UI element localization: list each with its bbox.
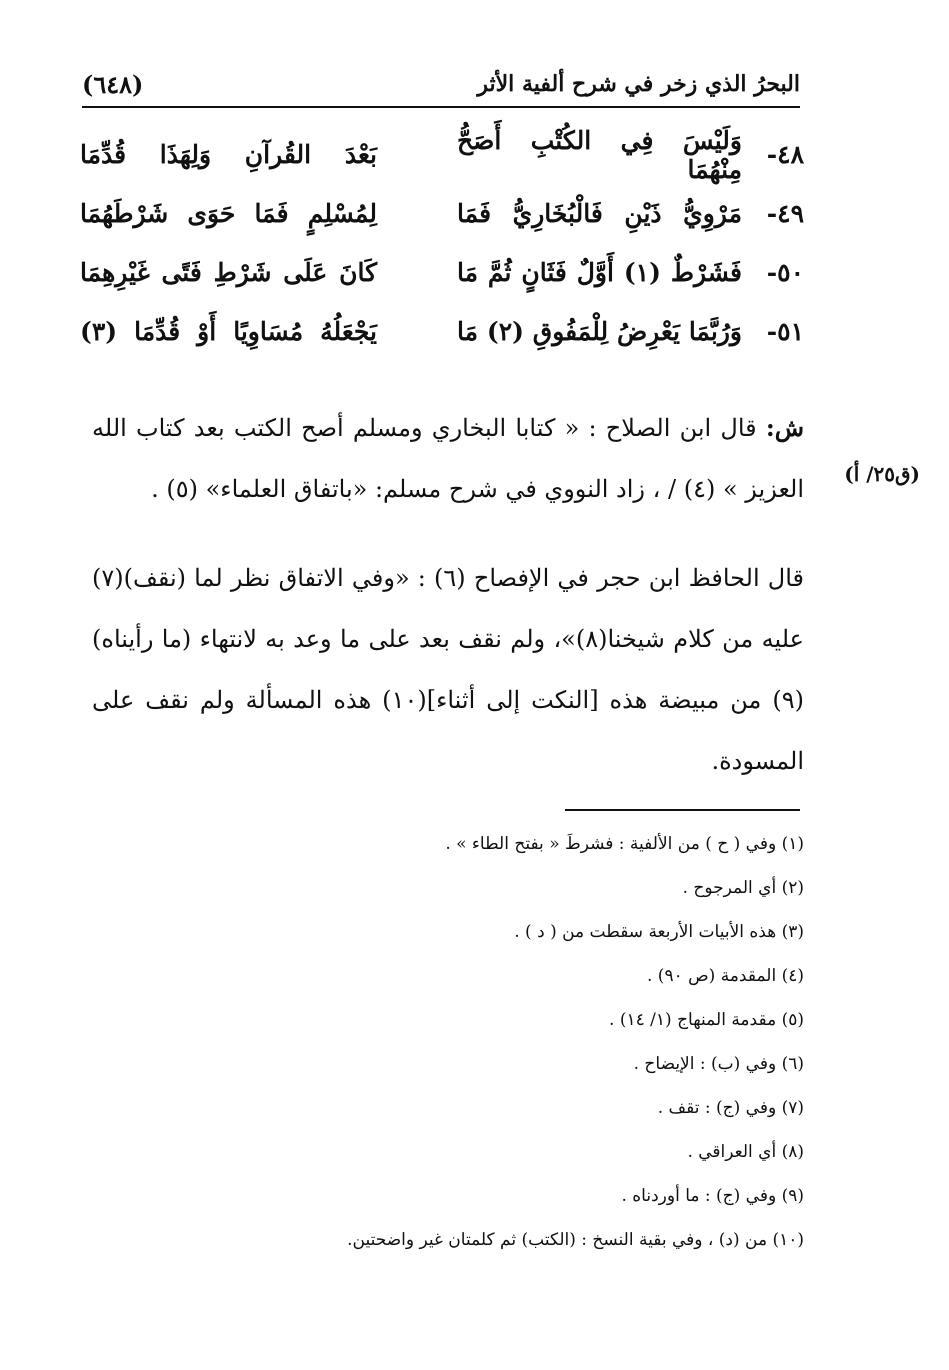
footnote: (١) وفي ( ح ) من الألفية : فشرطَ « بفتح الطاء » . bbox=[445, 834, 804, 854]
footnote-rule bbox=[565, 809, 800, 811]
commentary bbox=[92, 397, 804, 792]
commentary-text: قال الحافظ ابن حجر في الإفصاح (٦) : «وفي الاتفاق نظر لما (نقف)(٧) عليه من كلام شيخنا(٨)»، ولم نقف بعد على ما وعد به لانتهاء (ما رأيناه)(٩) من مبيضة هذه [النكت إلى أثناء](١٠) هذه المسألة ولم نقف على المسودة. bbox=[92, 564, 805, 775]
verse-line bbox=[80, 243, 804, 302]
verse-line bbox=[80, 184, 804, 243]
verse-number: ٥١- bbox=[766, 317, 804, 346]
first-hemistich: فَشَرْطٌ (١) أَوَّلٌ فَثَانٍ ثُمَّ مَا bbox=[457, 258, 742, 287]
verse-line bbox=[80, 302, 804, 361]
verse-number: ٤٩- bbox=[766, 199, 804, 228]
footnote: (٧) وفي (ج) : تقف . bbox=[657, 1098, 804, 1118]
page-header bbox=[82, 62, 800, 106]
footnote: (٤) المقدمة (ص ٩٠) . bbox=[646, 966, 804, 986]
page-number: (٦٤٨) bbox=[82, 69, 144, 99]
first-hemistich: مَرْوِيُّ ذَيْنِ فَالْبُخَارِيُّ فَمَا bbox=[457, 199, 742, 228]
manuscript-folio-note: (ق٢٥/ أ) bbox=[844, 462, 920, 486]
first-hemistich: وَلَيْسَ فِي الكُتْبِ أَصَحُّ مِنْهُمَا bbox=[457, 125, 742, 184]
second-hemistich: بَعْدَ القُرآنِ وَلِهَذَا قُدِّمَا bbox=[80, 140, 377, 169]
commentary-lead: ش: bbox=[765, 413, 804, 442]
commentary-paragraph bbox=[92, 548, 804, 792]
footnote: (٥) مقدمة المنهاج (١/ ١٤) . bbox=[609, 1010, 804, 1030]
commentary-paragraph bbox=[92, 397, 804, 520]
verse-block bbox=[80, 125, 804, 361]
first-hemistich: وَرُبَّمَا يَعْرِضُ لِلْمَفُوقِ (٢) مَا bbox=[457, 317, 742, 346]
footnote: (١٠) من (د) ، وفي بقية النسخ : (الكتب) ثم كلمتان غير واضحتين. bbox=[347, 1230, 804, 1250]
footnote: (٦) وفي (ب) : الإيضاح . bbox=[633, 1054, 804, 1074]
footnote: (٨) أي العراقي . bbox=[687, 1142, 804, 1162]
verse-number: ٤٨- bbox=[766, 140, 804, 169]
second-hemistich: لِمُسْلِمٍ فَمَا حَوَى شَرْطَهُمَا bbox=[80, 199, 377, 228]
footnotes bbox=[150, 822, 804, 1262]
verse-line bbox=[80, 125, 804, 184]
second-hemistich: كَانَ عَلَى شَرْطِ فَتًى غَيْرِهِمَا bbox=[80, 258, 377, 287]
verse-number: ٥٠- bbox=[766, 258, 804, 287]
footnote: (٩) وفي (ج) : ما أوردناه . bbox=[621, 1186, 804, 1206]
footnote: (٢) أي المرجوح . bbox=[682, 878, 804, 898]
footnote: (٣) هذه الأبيات الأربعة سقطت من ( د ) . bbox=[514, 922, 804, 942]
header-rule bbox=[82, 106, 800, 108]
commentary-text: قال ابن الصلاح : « كتابا البخاري ومسلم أصح الكتب بعد كتاب الله العزيز » (٤) / ، زاد النووي في شرح مسلم: «باتفاق العلماء» (٥) . bbox=[92, 414, 804, 503]
second-hemistich: يَجْعَلُهُ مُسَاوِيًا أَوْ قُدِّمَا (٣) bbox=[80, 317, 377, 346]
running-title: البحرُ الذي زخر في شرح ألفية الأثر bbox=[477, 71, 800, 97]
